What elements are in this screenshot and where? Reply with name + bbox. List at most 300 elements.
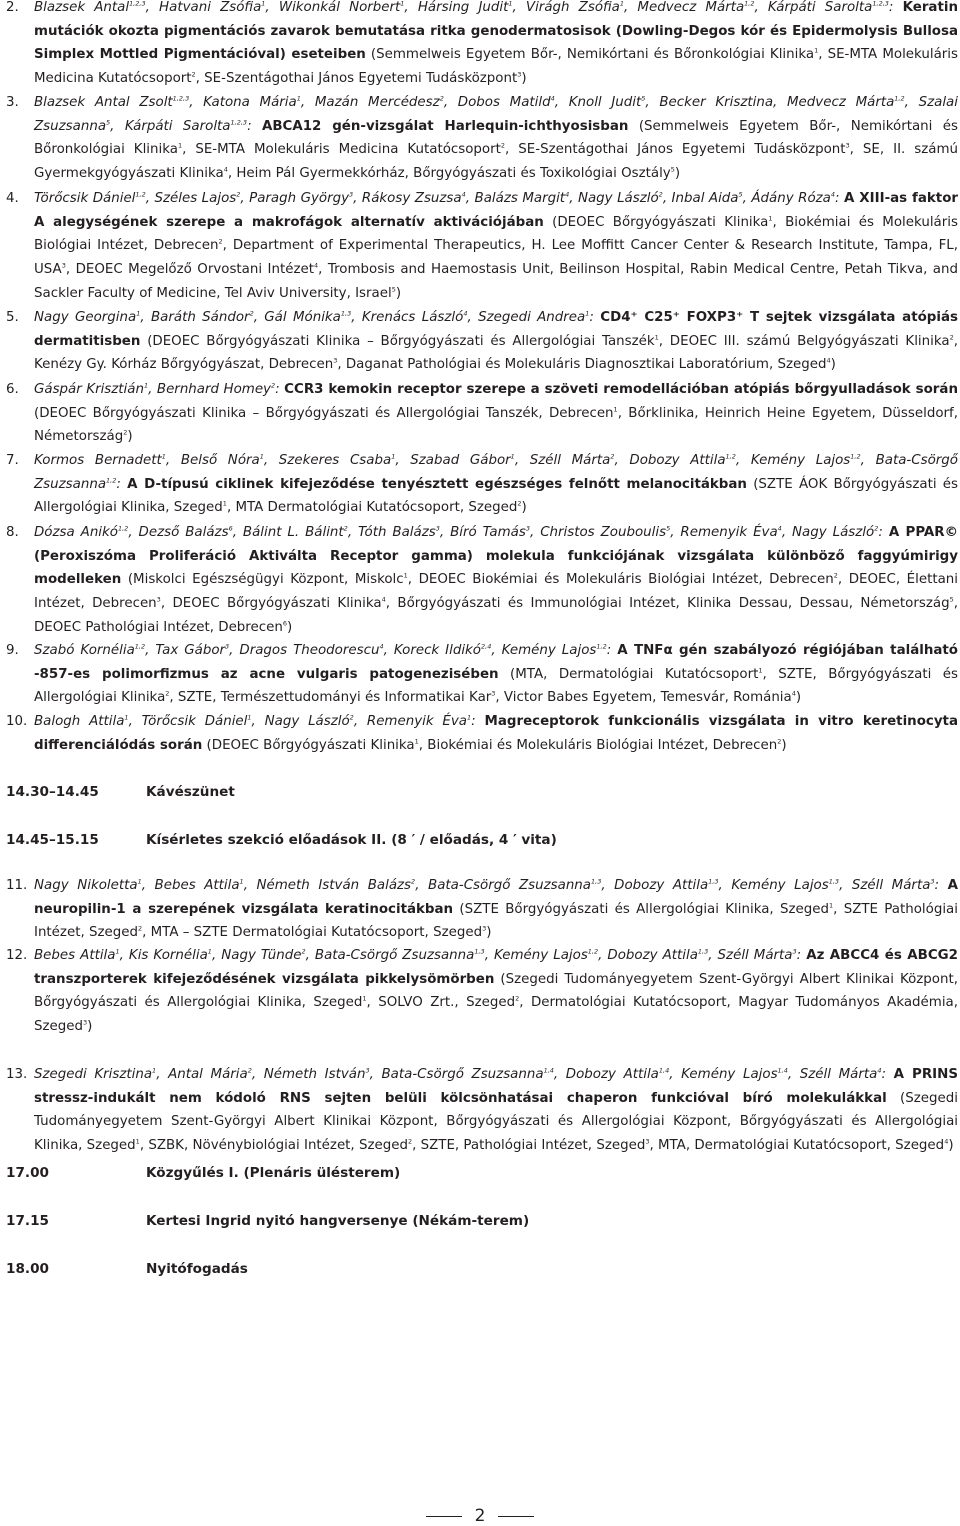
abstract-title: A XIII-as faktor A alegységének szerepe a makrofágok alternatív aktivációjában [34,191,959,230]
affiliation-text: ) [795,690,802,706]
author-affil-index: 1 [136,309,141,318]
author-name: , Hatvani Zsófia [145,0,262,15]
affiliation-text: (DEOEC Bőrgyógyászati Klinika – Bőrgyógyászati és Allergológiai Tanszék, Debrecen [34,405,614,421]
author-affil-index: 1,2,3 [129,0,146,8]
author-affil-index: 1,2 [725,452,736,461]
author-name: , Nagy László [569,191,659,206]
author-affil-index: 2 [610,452,615,461]
author-affil-index: 1,3 [708,877,719,886]
author-name: , Kis Kornélia [119,948,208,963]
entry-body [6,449,958,520]
affiliation-text: , DEOEC Megelőző Orvostani Intézet [65,262,314,278]
affiliation-index: 3 [61,261,66,270]
abstract-entry [6,0,958,91]
affiliation-text: , SZTE, Természettudományi és Informatikai Kar [169,690,492,706]
schedule-label: Kertesi Ingrid nyitó hangversenye (Nékám-terem) [146,1213,530,1229]
abstract-entry [6,187,958,306]
author-affil-index: 1 [261,0,266,8]
entry-number: 5. [6,310,19,325]
author-affil-index: 1 [239,877,244,886]
affiliation-text: ) [395,285,402,301]
affiliation-index: 3 [482,924,487,933]
author-name: , Inbal Aida [662,191,739,206]
affiliation-index: 3 [83,1018,88,1027]
author-affil-index: 2 [411,877,416,886]
author-affil-index: 2 [249,309,254,318]
entry-body [6,521,958,640]
author-affil-index: 3 [225,642,230,651]
abstract-title: A PPAR© (Peroxiszóma Proliferáció Aktiválta Receptor gamma) molekula funkciójának vizsgálata különböző faggyúmirigy modelleken [34,525,958,588]
entry-body [6,187,958,306]
schedule-label: Nyitófogadás [146,1261,248,1277]
affiliation-index: 5 [391,285,396,294]
author-name: : [835,191,845,206]
author-name: : [888,0,903,15]
author-name: , Nagy Tünde [211,948,302,963]
affiliation-index: 3 [845,141,850,150]
affiliation-text: , Department of Experimental Therapeutics, H. Lee Moffitt Cancer Center & Research Institute, Tampa, FL, USA [34,238,958,278]
affiliation-index: 1 [135,1137,140,1146]
affiliation-text: , MTA, Dermatológiai Kutatócsoport, Szeged [649,1138,945,1154]
affiliation-text: , SZTE, Bőrgyógyászati és Allergológiai Klinika [34,666,958,706]
author-affil-index: 1 [115,947,120,956]
affiliation-text: (DEOEC Bőrgyógyászati Klinika [543,214,769,230]
author-affil-index: 1 [137,877,142,886]
author-affil-index: 4 [565,190,570,199]
affiliation-index: 6 [282,619,287,628]
affiliation-index: 2 [777,737,782,746]
affiliation-index: 4 [791,689,796,698]
entry-body [6,378,958,449]
author-affil-index: 4 [461,190,466,199]
author-affil-index: 1,4 [658,1066,670,1075]
author-name: , Dobos Matild [443,95,551,110]
author-affil-index: 2 [247,1066,252,1075]
author-affil-index: 1,2 [894,94,905,103]
affiliation-text: , SOLVO Zrt., Szeged [366,995,516,1011]
author-affil-index: 1 [508,0,513,8]
author-name: , Belső Nóra [165,453,260,468]
author-name: , Dobozy Attila [601,878,709,893]
author-affil-index: 1 [510,452,515,461]
author-name: , Szabad Gábor [395,453,511,468]
affiliation-text: (SZTE ÁOK Bőrgyógyászati és Allergológiai Klinika, Szeged [34,476,958,516]
affiliation-index: 5 [670,165,675,174]
author-name: , Kemény Lajos [669,1067,778,1082]
author-name: : [796,948,807,963]
author-affil-index: 5 [641,94,646,103]
author-name: , Baráth Sándor [140,310,250,325]
author-affil-index: 1,3 [828,877,840,886]
affiliation-text: ) [521,500,527,516]
affiliation-index: 1 [222,499,227,508]
abstract-title: Az ABCC4 és ABCG2 transzporterek kifejeződésének vizsgálata pikkelysömörben [34,948,958,987]
author-affil-index: 5 [738,190,743,199]
author-name: , Kemény Lajos [491,643,597,658]
affiliation-text: , SE-Szentágothai János Egyetemi Tudásközpont [505,142,846,158]
abstract-entry [6,639,958,710]
affiliation-text: , Heim Pál Gyermekkórház, Bőrgyógyászati és Toxikológiai Osztály [227,166,671,182]
author-affil-index: 3 [435,524,440,533]
author-affil-index: 1 [467,713,472,722]
affiliation-text: , MTA Dermatológiai Kutatócsoport, Szeged [226,500,518,516]
entry-number: 13. [6,1067,28,1082]
schedule-label: Kísérletes szekció előadások II. (8 ′ / előadás, 4 ′ vita) [146,832,557,848]
entry-number: 10. [6,714,28,729]
author-name: , Nagy László [251,714,350,729]
affiliation-text: (Szegedi Tudományegyetem Szent-Györgyi Albert Klinikai Központ, Bőrgyógyászati és Allergológiai Központ, Bőrgyógyászati és Allergológiai Klinika, Szeged [34,1090,958,1154]
author-name: : [589,310,601,325]
author-affil-index: 5 [106,118,111,127]
author-name: Szabó Kornélia [34,643,135,658]
affiliation-text: , Biokémiai és Molekuláris Biológiai Intézet, Debrecen [34,214,958,254]
abstract-title: A neuropilin-1 a szerepének vizsgálata keratinocitákban [34,878,958,917]
author-name: , Széll Márta [787,1067,878,1082]
author-name: , Gál Mónika [253,310,341,325]
author-name: , Dobozy Attila [598,948,698,963]
affiliation-index: 1 [414,737,419,746]
schedule-label: Közgyűlés I. (Plenáris ülésterem) [146,1165,401,1181]
schedule-time: 14.30–14.45 [6,784,99,800]
abstract-entry [6,449,958,520]
author-name: , Remenyik Éva [670,525,778,540]
author-name: , Becker Krisztina, Medvecz Márta [645,95,895,110]
author-name: , Kemény Lajos [718,878,829,893]
author-name: , Remenyik Éva [353,714,468,729]
affiliation-text: ) [674,166,681,182]
entry-body [6,639,958,710]
author-affil-index: 2 [343,524,348,533]
affiliation-text: , Victor Babes Egyetem, Temesvár, Románia [495,690,792,706]
author-affil-index: 1,3 [340,309,352,318]
affiliation-text: (Semmelweis Egyetem Bőr-, Nemikórtani és Bőronkológiai Klinika [365,47,815,63]
entry-number: 12. [6,948,28,963]
author-affil-index: 3 [349,190,354,199]
affiliation-index: 3 [517,70,522,79]
abstract-title: A D-típusú ciklinek kifejeződése tenyésztett egészséges felnőtt melanocitákban [127,476,747,492]
author-affil-index: 1,2,3 [172,94,190,103]
author-affil-index: 2 [658,190,663,199]
author-affil-index: 1,2 [596,642,607,651]
author-name: , Németh István Balázs [243,878,412,893]
author-affil-index: 1,3 [591,877,602,886]
author-affil-index: 2 [236,190,241,199]
abstract-title: ABCA12 gén-vizsgálat Harlequin-ichthyosisban [261,118,629,134]
affiliation-text: , DEOEC III. számú Belgyógyászati Klinika [658,333,950,349]
author-affil-index: 1,2 [134,642,146,651]
affiliation-index: 2 [515,994,520,1003]
entry-number: 2. [6,0,19,15]
author-name: , Németh István [251,1067,366,1082]
author-name: , Dobozy Attila [614,453,726,468]
affiliation-text: , SZBK, Növénybiológiai Intézet, Szeged [139,1138,408,1154]
author-name: , Szalai Zsuzsanna [34,95,958,134]
entry-body [6,944,958,1039]
affiliation-index: 4 [944,1137,949,1146]
author-name: , Bata-Csörgő Zsuzsanna [305,948,475,963]
author-name: , Tax Gábor [145,643,226,658]
entry-body [6,91,958,186]
affiliation-text: , DEOEC Pathológiai Intézet, Debrecen [34,596,958,635]
affiliation-text: (DEOEC Bőrgyógyászati Klinika – Bőrgyógyászati és Allergológiai Tanszék [140,333,655,349]
author-name: , Krenács László [351,310,464,325]
affiliation-text: , Dermatológiai Kutatócsoport, Magyar Tudományos Akadémia, Szeged [34,995,959,1035]
abstract-entry [6,378,958,449]
affiliation-index: 4 [223,165,228,174]
abstract-entry [6,944,958,1039]
author-affil-index: 3 [525,524,530,533]
footer-rule-right [498,1516,534,1517]
author-name: , Dezső Balázs [128,525,229,540]
affiliation-text: ) [948,1138,954,1154]
author-affil-index: 1,2,3 [872,0,889,8]
author-affil-index: 4 [550,94,555,103]
affiliation-text: (Semmelweis Egyetem Bőr-, Nemikórtani és Bőronkológiai Klinika [34,118,958,158]
author-name: , Nagy László [781,525,875,540]
author-name: , Széll Márta [839,878,931,893]
author-affil-index: 1,2 [850,452,861,461]
author-name: , Rákosy Zsuzsa [353,191,462,206]
affiliation-index: 1 [177,141,183,150]
affiliation-index: 3 [645,1137,650,1146]
author-affil-index: 4 [379,642,384,651]
author-affil-index: 4 [463,309,468,318]
author-name: , Szegedi Andrea [467,310,586,325]
author-affil-index: 1 [152,1066,157,1075]
author-name: , Bata-Csörgő Zsuzsanna [369,1067,544,1082]
author-name: , Paragh György [240,191,350,206]
author-name: : [934,878,948,893]
author-affil-index: 2 [439,94,444,103]
affiliation-text: (MTA, Dermatológiai Kutatócsoport [498,666,759,682]
author-name: Dózsa Anikó [34,525,118,540]
author-affil-index: 1 [585,309,590,318]
author-affil-index: 1 [619,0,625,8]
affiliation-text: , MTA – SZTE Dermatológiai Kutatócsoport, Szeged [142,925,483,941]
affiliation-index: 3 [156,595,161,604]
author-name: , Tóth Balázs [347,525,436,540]
affiliation-text: , Daganat Pathológiai és Molekuláris Diagnosztikai Laboratórium, Szeged [337,357,827,373]
entry-number: 9. [6,643,19,658]
author-name: Blazsek Antal Zsolt [34,95,173,110]
author-affil-index: 4 [877,1066,882,1075]
author-name: , Katona Mária [189,95,297,110]
author-name: Gáspár Krisztián [34,382,144,397]
affiliation-index: 2 [137,924,143,933]
schedule-time: 14.45–15.15 [6,832,99,848]
entry-number: 11. [6,878,28,893]
affiliation-text: ) [486,925,492,941]
author-name: , Bebes Attila [141,878,240,893]
affiliation-index: 2 [218,237,223,246]
author-name: , Széll Márta [708,948,793,963]
author-affil-index: 1,4 [543,1066,554,1075]
schedule-time: 17.00 [6,1165,49,1181]
entry-body [6,874,958,945]
author-affil-index: 1,2 [587,947,599,956]
author-name: , Virágh Zsófia [512,0,620,15]
author-name: , Christos Zouboulis [530,525,667,540]
author-name: , Knoll Judit [554,95,642,110]
author-name: , Hársing Judit [404,0,509,15]
author-affil-index: 5 [666,524,671,533]
author-affil-index: 1 [391,452,396,461]
entry-body [6,710,958,757]
author-name: , Mazán Mercédesz [300,95,440,110]
affiliation-index: 1 [829,901,834,910]
abstract-entry [6,874,958,945]
affiliation-index: 1 [814,46,819,55]
affiliation-text: ) [521,71,527,87]
entry-body [6,0,958,91]
affiliation-index: 1 [613,405,618,414]
author-affil-index: 1,2 [117,524,129,533]
entry-body [6,306,958,377]
author-affil-index: 3 [930,877,935,886]
affiliation-index: 2 [500,141,506,150]
affiliation-text: , Biokémiai és Molekuláris Biológiai Intézet, Debrecen [418,737,778,753]
author-affil-index: 2 [301,947,306,956]
affiliation-text: , Kenézy Gy. Kórház Bőrgyógyászat, Debrecen [34,333,958,373]
author-name: , Kárpáti Sarolta [754,0,873,15]
affiliation-text: , Bőrklinika, Heinrich Heine Egyetem, Düsseldorf, Németország [34,405,958,445]
author-affil-index: 1 [124,713,129,722]
abstract-title: Keratin mutációk okozta pigmentációs zavarok bemutatása ritka genodermatosisok (Dowling-Degos kór és Epidermolysis Bullosa Simplex Mottled Pigmentációval) eseteiben [34,0,958,63]
affiliation-text: (Szegedi Tudományegyetem Szent-Györgyi Albert Klinikai Központ, Bőrgyógyászati és Allergológiai Klinika, Szeged [34,971,958,1011]
author-name: , Bíró Tamás [439,525,526,540]
abstract-entry [6,91,958,186]
author-name: , Széles Lajos [145,191,237,206]
author-name: , Bata-Csörgő Zsuzsanna [34,453,958,492]
author-name: : [606,643,618,658]
schedule-time: 17.15 [6,1213,49,1229]
affiliation-index: 1 [654,333,659,342]
abstract-entry [6,710,958,757]
entry-number: 4. [6,191,19,206]
affiliation-index: 2 [123,428,128,437]
abstract-entry [6,521,958,640]
affiliation-text: , DEOEC Bőrgyógyászati Klinika [160,596,382,612]
author-affil-index: 1 [143,381,149,390]
page-footer [0,1506,960,1526]
author-name: , Koreck Ildikó [383,643,482,658]
affiliation-text: , Bőrgyógyászati és Immunológiai Intézet, Klinika Dessau, Dessau, Németország [385,596,950,612]
author-name: , Bata-Csörgő Zsuzsanna [415,878,591,893]
author-name: Törőcsik Dániel [34,191,136,206]
abstract-entry [6,306,958,377]
entry-body [6,1063,958,1158]
affiliation-index: 1 [768,214,773,223]
footer-rule-left [426,1516,462,1517]
author-affil-index: 1,2,3 [230,118,248,127]
affiliation-text: , SE, II. számú Gyermekgyógyászati Klinika [34,142,959,182]
author-name: , Széll Márta [514,453,611,468]
author-name: , Kárpáti Sarolta [110,118,231,134]
author-name: : [247,118,262,134]
author-name: Nagy Georgina [34,310,137,325]
affiliation-index: 4 [314,261,319,270]
abstract-title: CD4⁺ C25⁺ FOXP3⁺ T sejtek vizsgálata atópiás dermatitisben [34,310,958,349]
author-name: , Bálint L. Bálint [232,525,344,540]
affiliation-index: 2 [517,499,522,508]
author-name: , Medvecz Márta [624,0,745,15]
author-name: Nagy Nikoletta [34,878,138,893]
author-name: , Dragos Theodorescu [229,643,380,658]
author-affil-index: 2 [349,713,354,722]
abstract-title: A PRINS stressz-indukált nem kódoló RNS sejten belüli kölcsönhatásai chaperon funkcióval bíró molekulákkal [34,1067,958,1106]
author-affil-index: 2 [874,524,879,533]
author-name: : [275,382,285,397]
affiliation-text: , DEOEC Biokémiai és Molekuláris Biológiai Intézet, Debrecen [407,572,834,588]
abstract-title: A TNFα gén szabályozó régiójában található -857-es polimorfizmus az acne vulgaris patogenezisében [34,643,958,682]
entry-number: 3. [6,95,19,110]
entry-number: 8. [6,525,19,540]
author-name: , Kemény Lajos [484,948,588,963]
author-affil-index: 1 [247,713,252,722]
author-name: Bebes Attila [34,948,116,963]
affiliation-index: 2 [407,1137,413,1146]
affiliation-text: (SZTE Bőrgyógyászati és Allergológiai Klinika, Szeged [453,901,829,917]
schedule-label: Kávészünet [146,784,235,800]
affiliation-text: , SZTE, Pathológiai Intézet, Szeged [412,1138,646,1154]
affiliation-index: 1 [758,666,763,675]
author-affil-index: 3 [365,1066,370,1075]
author-affil-index: 6 [228,524,233,533]
author-name: , Szekeres Csaba [263,453,392,468]
author-name: , Ádány Róza [742,191,831,206]
affiliation-index: 3 [491,689,496,698]
author-affil-index: 1,3 [474,947,485,956]
author-name: , Antal Mária [156,1067,248,1082]
entry-number: 6. [6,382,19,397]
affiliation-index: 4 [826,356,831,365]
author-name: , Kemény Lajos [735,453,851,468]
author-name: Blazsek Antal [34,0,130,15]
author-affil-index: 1,2 [744,0,755,8]
affiliation-index: 2 [833,571,838,580]
author-name: Balogh Attila [34,714,125,729]
author-name: , Balázs Margit [465,191,566,206]
affiliation-text: ) [287,619,293,635]
entry-number: 7. [6,453,19,468]
affiliation-index: 2 [191,70,196,79]
author-name: Kormos Bernadett [34,453,162,468]
affiliation-text: , Trombosis and Haemostasis Unit, Beilinson Hospital, Rabin Medical Centre, Petah Tikva, and Sackler Faculty of Medicine, Tel Aviv University, Israel [34,262,958,301]
author-name: : [471,714,485,729]
author-name: , Wikonkál Norbert [265,0,401,15]
affiliation-text: , SZTE Pathológiai Intézet, Szeged [34,901,958,941]
author-name: , Dobozy Attila [553,1067,659,1082]
affiliation-index: 2 [165,689,170,698]
author-affil-index: 1 [296,94,301,103]
affiliation-text: ) [830,357,836,373]
author-affil-index: 1 [161,452,166,461]
affiliation-text: ) [127,429,133,445]
affiliation-index: 2 [949,333,954,342]
affiliation-index: 1 [403,571,408,580]
author-affil-index: 1,2 [135,190,146,199]
affiliation-text: , SE-MTA Molekuláris Medicina Kutatócsoport [34,47,958,87]
author-affil-index: 1,2 [106,476,117,485]
author-name: : [878,525,889,540]
author-affil-index: 1,4 [777,1066,788,1075]
author-name: : [116,476,128,492]
page-number: 2 [474,1506,486,1526]
author-affil-index: 1 [259,452,264,461]
abstract-entry [6,1063,958,1158]
affiliation-text: ) [87,1019,93,1035]
affiliation-text: , DEOEC, Élettani Intézet, Debrecen [34,572,958,612]
